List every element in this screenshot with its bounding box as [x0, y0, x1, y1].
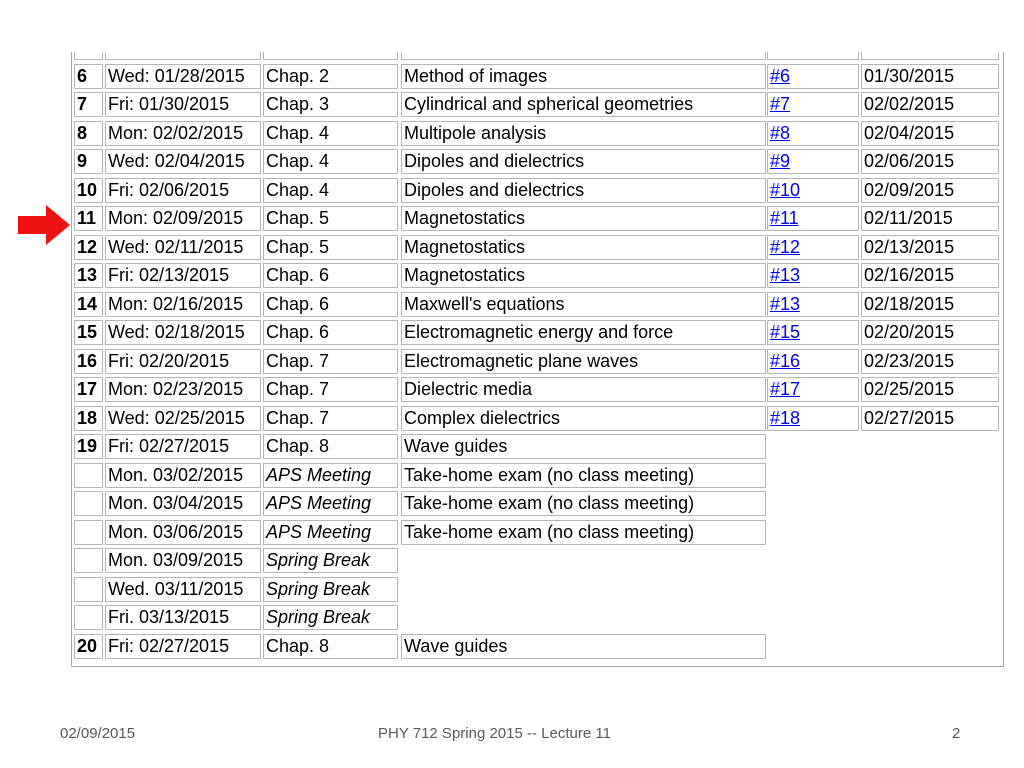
table-row	[72, 519, 1003, 548]
date-cell: Mon. 03/04/2015	[105, 491, 261, 516]
homework-cell	[767, 349, 859, 374]
topic-cell: Dielectric media	[401, 377, 766, 402]
homework-link[interactable]: #9	[770, 151, 791, 171]
date-cell: Wed: 02/25/2015	[105, 406, 261, 431]
lecture-number-cell: 20	[74, 634, 103, 659]
table-row-partial	[72, 52, 1003, 63]
topic-cell: Wave guides	[401, 634, 766, 659]
lecture-number-cell: 9	[74, 149, 103, 174]
lecture-number-cell: 6	[74, 64, 103, 89]
date-cell: Fri: 02/13/2015	[105, 263, 261, 288]
table-row	[72, 433, 1003, 462]
due-date-cell: 02/11/2015	[861, 206, 999, 231]
homework-link[interactable]: #13	[770, 265, 801, 285]
homework-link[interactable]: #11	[770, 208, 799, 228]
table-row	[72, 205, 1003, 234]
chapter-cell: Chap. 7	[263, 349, 398, 374]
table-row	[72, 633, 1003, 662]
date-cell: Mon: 02/02/2015	[105, 121, 261, 146]
homework-link[interactable]: #8	[770, 122, 791, 143]
table-row	[72, 91, 1003, 120]
homework-cell	[767, 263, 859, 288]
topic-cell: Cylindrical and spherical geometries	[401, 92, 766, 117]
lecture-number-cell: 7	[74, 92, 103, 117]
table-row	[72, 148, 1003, 177]
date-cell: Fri: 01/30/2015	[105, 92, 261, 117]
date-cell: Fri: 02/20/2015	[105, 349, 261, 374]
date-cell: Fri: 02/27/2015	[105, 634, 261, 659]
due-date-cell: 02/13/2015	[861, 235, 999, 260]
schedule-rows	[72, 52, 1003, 661]
table-cell	[861, 52, 999, 60]
chapter-cell: Chap. 8	[263, 634, 398, 659]
due-date-cell: 02/23/2015	[861, 349, 999, 374]
chapter-cell: Chap. 4	[263, 149, 398, 174]
table-row	[72, 576, 1003, 605]
chapter-cell: Chap. 5	[263, 235, 398, 260]
table-cell	[401, 52, 766, 60]
table-row	[72, 405, 1003, 434]
homework-cell	[767, 377, 859, 402]
chapter-cell: Chap. 4	[263, 121, 398, 146]
table-row	[72, 547, 1003, 576]
topic-cell: Electromagnetic energy and force	[401, 320, 766, 345]
topic-cell: Dipoles and dielectrics	[401, 178, 766, 203]
topic-cell: Complex dielectrics	[401, 406, 766, 431]
homework-cell	[767, 406, 859, 431]
chapter-cell: Chap. 6	[263, 320, 398, 345]
topic-cell: Magnetostatics	[401, 206, 766, 231]
homework-cell	[767, 149, 859, 174]
topic-cell: Maxwell's equations	[401, 292, 766, 317]
lecture-number-cell: 19	[74, 434, 103, 459]
homework-link[interactable]: #7	[770, 94, 791, 114]
homework-cell	[767, 235, 859, 260]
chapter-cell: Chap. 6	[263, 263, 398, 288]
homework-link[interactable]: #12	[770, 236, 801, 257]
chapter-cell: Chap. 5	[263, 206, 398, 231]
table-row	[72, 319, 1003, 348]
topic-cell: Take-home exam (no class meeting)	[401, 463, 766, 488]
lecture-number-cell	[74, 548, 103, 573]
lecture-number-cell: 17	[74, 377, 103, 402]
topic-cell: Wave guides	[401, 434, 766, 459]
date-cell: Mon. 03/06/2015	[105, 520, 261, 545]
date-cell: Wed: 01/28/2015	[105, 64, 261, 89]
lecture-number-cell	[74, 605, 103, 630]
homework-cell	[767, 92, 859, 117]
homework-link[interactable]: #16	[770, 350, 801, 371]
date-cell: Mon. 03/02/2015	[105, 463, 261, 488]
date-cell: Wed: 02/04/2015	[105, 149, 261, 174]
lecture-number-cell: 18	[74, 406, 103, 431]
due-date-cell: 02/25/2015	[861, 377, 999, 402]
homework-cell	[767, 178, 859, 203]
chapter-cell: APS Meeting	[263, 520, 398, 545]
footer-title: PHY 712 Spring 2015 -- Lecture 11	[378, 725, 611, 742]
topic-cell: Electromagnetic plane waves	[401, 349, 766, 374]
chapter-cell: Chap. 4	[263, 178, 398, 203]
topic-cell: Multipole analysis	[401, 121, 766, 146]
date-cell: Fri: 02/27/2015	[105, 434, 261, 459]
date-cell: Wed. 03/11/2015	[105, 577, 261, 602]
table-cell	[105, 52, 261, 60]
homework-link[interactable]: #10	[770, 179, 801, 200]
homework-cell	[767, 320, 859, 345]
schedule-table	[71, 52, 1004, 667]
date-cell: Fri: 02/06/2015	[105, 178, 261, 203]
table-cell	[767, 52, 859, 60]
date-cell: Mon: 02/09/2015	[105, 206, 261, 231]
due-date-cell: 01/30/2015	[861, 64, 999, 89]
date-cell: Mon: 02/16/2015	[105, 292, 261, 317]
homework-cell	[767, 206, 859, 231]
homework-cell	[767, 64, 859, 89]
chapter-cell: Chap. 6	[263, 292, 398, 317]
lecture-number-cell	[74, 577, 103, 602]
topic-cell: Take-home exam (no class meeting)	[401, 520, 766, 545]
chapter-cell: Chap. 7	[263, 377, 398, 402]
table-row	[72, 462, 1003, 491]
due-date-cell: 02/18/2015	[861, 292, 999, 317]
lecture-number-cell: 11	[74, 206, 103, 231]
due-date-cell: 02/27/2015	[861, 406, 999, 431]
lecture-number-cell: 10	[74, 178, 103, 203]
table-row	[72, 490, 1003, 519]
lecture-number-cell: 12	[74, 235, 103, 260]
lecture-number-cell: 14	[74, 292, 103, 317]
chapter-cell: APS Meeting	[263, 463, 398, 488]
chapter-cell: Chap. 2	[263, 64, 398, 89]
date-cell: Wed: 02/11/2015	[105, 235, 261, 260]
topic-cell: Method of images	[401, 64, 766, 89]
table-row	[72, 604, 1003, 633]
due-date-cell: 02/06/2015	[861, 149, 999, 174]
table-row	[72, 262, 1003, 291]
chapter-cell: Chap. 3	[263, 92, 398, 117]
due-date-cell: 02/02/2015	[861, 92, 999, 117]
topic-cell: Magnetostatics	[401, 235, 766, 260]
chapter-cell: Spring Break	[263, 605, 398, 630]
table-row	[72, 291, 1003, 320]
right-arrow-icon	[18, 205, 70, 245]
topic-cell: Dipoles and dielectrics	[401, 149, 766, 174]
chapter-cell: Spring Break	[263, 548, 398, 573]
chapter-cell: Chap. 7	[263, 406, 398, 431]
table-row	[72, 120, 1003, 149]
homework-cell	[767, 292, 859, 317]
lecture-number-cell: 8	[74, 121, 103, 146]
topic-cell: Magnetostatics	[401, 263, 766, 288]
homework-link[interactable]: #13	[770, 293, 801, 314]
table-cell	[74, 52, 103, 60]
lecture-number-cell: 13	[74, 263, 103, 288]
chapter-cell: Spring Break	[263, 577, 398, 602]
lecture-number-cell: 15	[74, 320, 103, 345]
table-row	[72, 376, 1003, 405]
date-cell: Wed: 02/18/2015	[105, 320, 261, 345]
due-date-cell: 02/16/2015	[861, 263, 999, 288]
due-date-cell: 02/04/2015	[861, 121, 999, 146]
chapter-cell: Chap. 8	[263, 434, 398, 459]
homework-link[interactable]: #6	[770, 65, 791, 86]
date-cell: Mon. 03/09/2015	[105, 548, 261, 573]
table-row	[72, 234, 1003, 263]
date-cell: Mon: 02/23/2015	[105, 377, 261, 402]
homework-link[interactable]: #18	[770, 407, 801, 428]
homework-cell	[767, 121, 859, 146]
topic-cell: Take-home exam (no class meeting)	[401, 491, 766, 516]
homework-link[interactable]: #17	[770, 379, 801, 399]
homework-link[interactable]: #15	[770, 322, 801, 342]
lecture-number-cell	[74, 463, 103, 488]
lecture-number-cell: 16	[74, 349, 103, 374]
lecture-number-cell	[74, 491, 103, 516]
due-date-cell: 02/09/2015	[861, 178, 999, 203]
table-row	[72, 63, 1003, 92]
date-cell: Fri. 03/13/2015	[105, 605, 261, 630]
table-row	[72, 177, 1003, 206]
due-date-cell: 02/20/2015	[861, 320, 999, 345]
table-cell	[263, 52, 398, 60]
table-row	[72, 348, 1003, 377]
slide-number: 2	[952, 725, 961, 742]
lecture-number-cell	[74, 520, 103, 545]
chapter-cell: APS Meeting	[263, 491, 398, 516]
footer-date: 02/09/2015	[60, 725, 136, 742]
